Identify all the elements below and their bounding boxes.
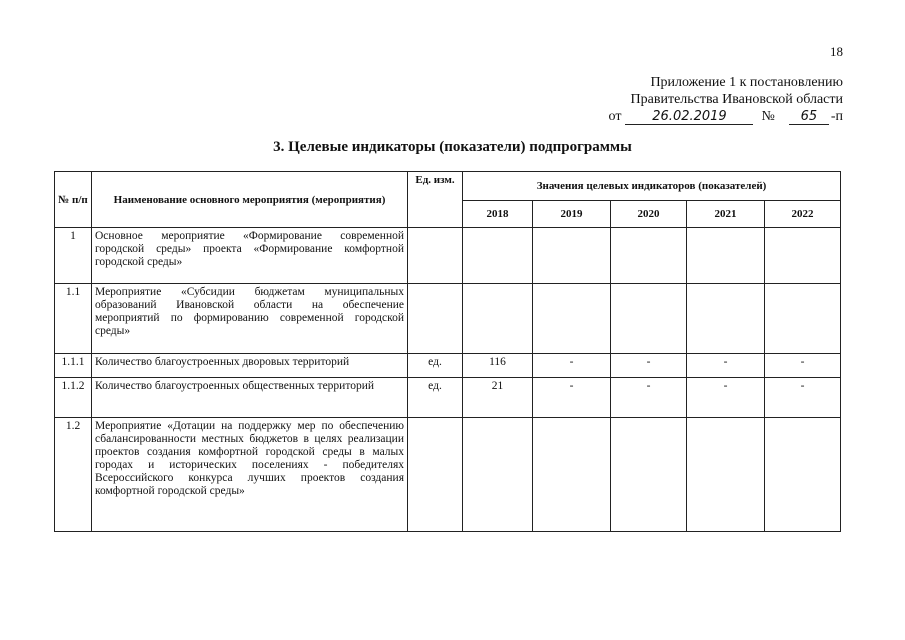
appendix-block [609, 74, 843, 125]
date-prefix: от [608, 109, 622, 124]
indicators-table [54, 171, 841, 532]
row-value: - [611, 354, 687, 378]
row-value: - [533, 378, 611, 418]
number-suffix: -п [830, 109, 843, 124]
row-value [765, 418, 841, 532]
row-value: - [687, 354, 765, 378]
row-value: - [611, 378, 687, 418]
row-num: 1 [55, 228, 92, 284]
row-value [463, 228, 533, 284]
header-year: 2021 [687, 201, 765, 228]
row-num: 1.2 [55, 418, 92, 532]
appendix-line-1: Приложение 1 к постановлению [650, 75, 843, 90]
header-year: 2020 [611, 201, 687, 228]
row-unit [408, 418, 463, 532]
row-name: Мероприятие «Дотации на поддержку мер по обеспечению сбалансированности местных бюджетов в целях реализации проектов создания комфортной городской среды в малых городах и исторических поселениях - победителях Всероссийского конкурса лучших проектов создания комфортной городской среды» [92, 418, 408, 532]
number-prefix: № [761, 109, 775, 124]
row-value [765, 284, 841, 354]
row-unit [408, 284, 463, 354]
row-value: - [687, 378, 765, 418]
row-value: 21 [463, 378, 533, 418]
page-number: 18 [830, 44, 843, 59]
appendix-dateline [609, 108, 843, 125]
row-name: Количество благоустроенных общественных территорий [92, 378, 408, 418]
row-name: Мероприятие «Субсидии бюджетам муниципальных образований Ивановской области на обеспечение мероприятий по формированию современной городской среды» [92, 284, 408, 354]
row-value [611, 284, 687, 354]
row-value [687, 284, 765, 354]
row-num: 1.1 [55, 284, 92, 354]
row-value: 116 [463, 354, 533, 378]
row-value [533, 284, 611, 354]
handwritten-date: 26.02.2019 [625, 110, 753, 125]
header-year: 2019 [533, 201, 611, 228]
header-values-group: Значения целевых индикаторов (показателей) [463, 172, 841, 201]
row-value [687, 228, 765, 284]
row-value [611, 418, 687, 532]
row-name: Основное мероприятие «Формирование современной городской среды» проекта «Формирование комфортной городской среды» [92, 228, 408, 284]
row-value: - [533, 354, 611, 378]
row-value [463, 284, 533, 354]
table-row [55, 228, 841, 284]
row-name: Количество благоустроенных дворовых территорий [92, 354, 408, 378]
row-value [611, 228, 687, 284]
row-num: 1.1.1 [55, 354, 92, 378]
table-row [55, 378, 841, 418]
header-year: 2018 [463, 201, 533, 228]
row-value [463, 418, 533, 532]
row-unit [408, 228, 463, 284]
row-num: 1.1.2 [55, 378, 92, 418]
table-row [55, 418, 841, 532]
handwritten-number: 65 [789, 110, 829, 125]
header-year: 2022 [765, 201, 841, 228]
section-title: 3. Целевые индикаторы (показатели) подпрограммы [273, 139, 632, 155]
row-value: - [765, 378, 841, 418]
row-value [533, 418, 611, 532]
header-unit: Ед. изм. [408, 172, 463, 228]
row-value [533, 228, 611, 284]
table-row [55, 354, 841, 378]
row-value: - [765, 354, 841, 378]
row-value [687, 418, 765, 532]
header-name: Наименование основного мероприятия (мероприятия) [92, 172, 408, 228]
table-row [55, 284, 841, 354]
appendix-line-2: Правительства Ивановской области [630, 92, 843, 107]
header-num: № п/п [55, 172, 92, 228]
row-unit: ед. [408, 354, 463, 378]
row-value [765, 228, 841, 284]
row-unit: ед. [408, 378, 463, 418]
